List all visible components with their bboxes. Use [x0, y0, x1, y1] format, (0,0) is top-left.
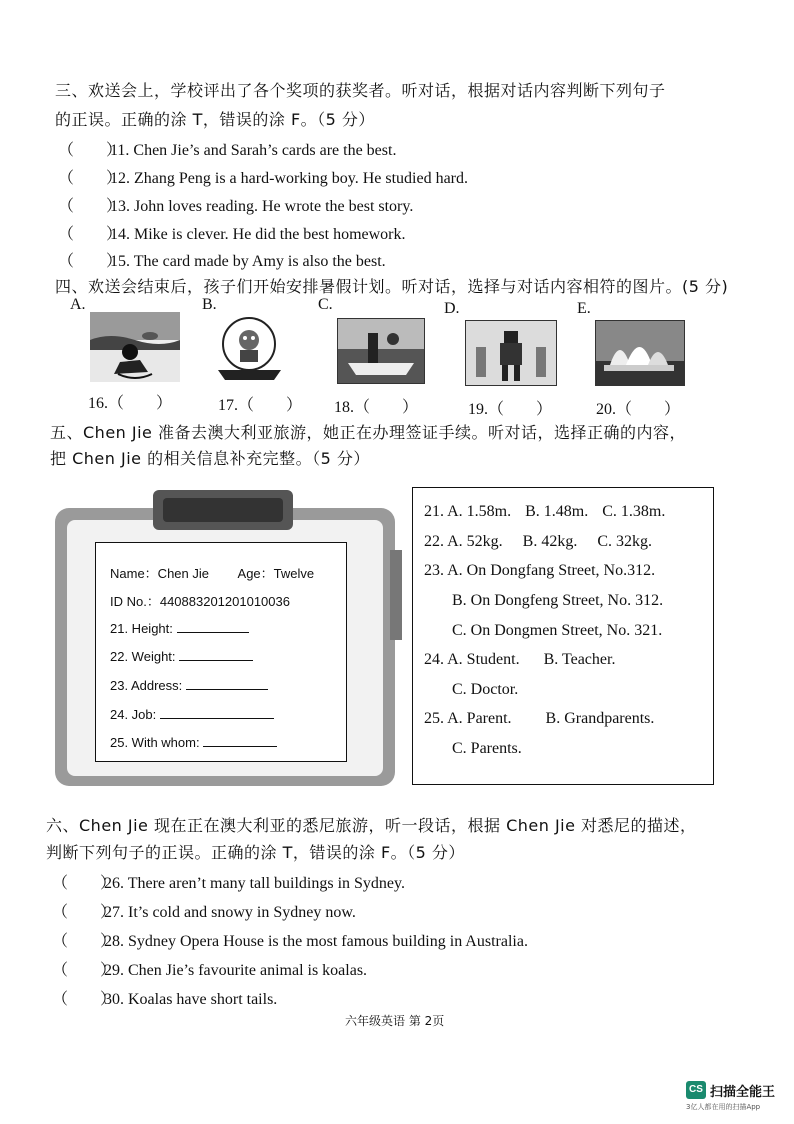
- form-field-weight: 22. Weight:: [110, 648, 253, 664]
- question-row: [58, 137, 396, 160]
- app-tagline: 3亿人都在用的扫描App: [686, 1103, 761, 1111]
- answer-bracket[interactable]: （ ）: [52, 933, 117, 950]
- question-row: [58, 193, 413, 216]
- option-row: C. Parents.: [452, 740, 522, 757]
- camscanner-logo-icon: CS: [686, 1081, 706, 1099]
- question-text: 15. The card made by Amy is also the best.: [110, 253, 386, 270]
- answer-bracket[interactable]: （ ）: [52, 991, 117, 1008]
- robot-show-picture: [465, 320, 557, 386]
- answer-bracket[interactable]: （ ）: [58, 142, 123, 159]
- height-blank[interactable]: [177, 620, 249, 633]
- app-name: 扫描全能王: [710, 1085, 776, 1100]
- boat-trip-picture: [337, 318, 425, 384]
- section3-heading-line2: 的正误。正确的涂 T，错误的涂 F。（5 分）: [55, 110, 375, 129]
- picture-letter: B.: [202, 296, 217, 313]
- question-row: [58, 248, 386, 271]
- question-text: 26. There aren’t many tall buildings in Sydney.: [104, 875, 405, 892]
- answer-bracket[interactable]: （ ）: [58, 253, 123, 270]
- address-blank[interactable]: [186, 677, 268, 690]
- question-text: 11. Chen Jie’s and Sarah’s cards are the best.: [110, 142, 397, 159]
- sydney-opera-house-picture: [595, 320, 685, 386]
- question-row: [58, 165, 468, 188]
- picture-letter: C.: [318, 296, 333, 313]
- answer-bracket[interactable]: （ ）: [52, 904, 117, 921]
- answer-bracket[interactable]: （ ）: [52, 875, 117, 892]
- answer-bracket[interactable]: （ ）: [52, 962, 117, 979]
- question-text: 13. John loves reading. He wrote the best story.: [110, 198, 414, 215]
- picture-letter: D.: [444, 300, 460, 317]
- picture-answer-bracket[interactable]: 16.（ ）: [88, 395, 173, 412]
- form-field-job: 24. Job:: [110, 706, 274, 722]
- picture-answer-bracket[interactable]: 18.（ ）: [334, 399, 419, 416]
- option-row: 21. A. 1.58m. B. 1.48m. C. 1.38m.: [424, 503, 666, 520]
- question-text: 27. It’s cold and snowy in Sydney now.: [104, 904, 356, 921]
- question-row: [52, 928, 528, 951]
- question-row: [52, 986, 277, 1009]
- form-field-address: 23. Address:: [110, 677, 268, 693]
- picture-answer-bracket[interactable]: 19.（ ）: [468, 401, 553, 418]
- question-text: 12. Zhang Peng is a hard-working boy. He studied hard.: [110, 170, 468, 187]
- option-row: 25. A. Parent. B. Grandparents.: [424, 710, 655, 727]
- question-text: 30. Koalas have short tails.: [104, 991, 278, 1008]
- section5-heading-line2: 把 Chen Jie 的相关信息补充完整。（5 分）: [50, 449, 370, 468]
- form-id: ID No.：440883201201010036: [110, 594, 290, 609]
- form-name-row: [110, 563, 314, 582]
- question-row: [58, 221, 406, 244]
- picture-answer-bracket[interactable]: 20.（ ）: [596, 401, 681, 418]
- answer-bracket[interactable]: （ ）: [58, 170, 123, 187]
- answer-bracket[interactable]: （ ）: [58, 226, 123, 243]
- picture-letter: E.: [577, 300, 591, 317]
- form-name: Name：Chen Jie: [110, 566, 209, 581]
- weight-blank[interactable]: [179, 648, 253, 661]
- option-row: C. Doctor.: [452, 681, 519, 698]
- section6-heading-line1: 六、Chen Jie 现在正在澳大利亚的悉尼旅游，听一段话，根据 Chen Jie 对悉尼的描述，: [46, 816, 697, 835]
- beach-swimming-picture: [90, 312, 180, 382]
- question-text: 14. Mike is clever. He did the best homework.: [110, 226, 406, 243]
- form-field-with-whom: 25. With whom:: [110, 734, 277, 750]
- job-blank[interactable]: [160, 706, 274, 719]
- option-row: B. On Dongfeng Street, No. 312.: [452, 592, 664, 609]
- option-row: 22. A. 52kg. B. 42kg. C. 32kg.: [424, 533, 653, 550]
- option-row: 23. A. On Dongfang Street, No.312.: [424, 562, 656, 579]
- form-age: Age：Twelve: [237, 566, 315, 581]
- page-number: 六年级英语 第 2页: [345, 1014, 445, 1028]
- section6-heading-line2: 判断下列句子的正误。正确的涂 T，错误的涂 F。（5 分）: [46, 843, 465, 862]
- section5-heading-line1: 五、Chen Jie 准备去澳大利亚旅游，她正在办理签证手续。听对话，选择正确的内容，: [50, 423, 686, 442]
- question-text: 28. Sydney Opera House is the most famous building in Australia.: [104, 933, 528, 950]
- option-row: 24. A. Student. B. Teacher.: [424, 651, 616, 668]
- picture-letter: A.: [70, 296, 86, 313]
- answer-bracket[interactable]: （ ）: [58, 198, 123, 215]
- question-row: [52, 899, 356, 922]
- option-row: C. On Dongmen Street, No. 321.: [452, 622, 663, 639]
- cartoon-badge-picture: [212, 314, 287, 384]
- section3-heading-line1: 三、欢送会上，学校评出了各个奖项的获奖者。听对话，根据对话内容判断下列句子: [55, 81, 666, 100]
- with-whom-blank[interactable]: [203, 734, 277, 747]
- question-row: [52, 870, 405, 893]
- question-row: [52, 957, 367, 980]
- section4-heading: 四、欢送会结束后，孩子们开始安排暑假计划。听对话，选择与对话内容相符的图片。(5 分): [55, 277, 729, 296]
- picture-answer-bracket[interactable]: 17.（ ）: [218, 397, 303, 414]
- form-field-height: 21. Height:: [110, 620, 249, 636]
- question-text: 29. Chen Jie’s favourite animal is koalas.: [104, 962, 368, 979]
